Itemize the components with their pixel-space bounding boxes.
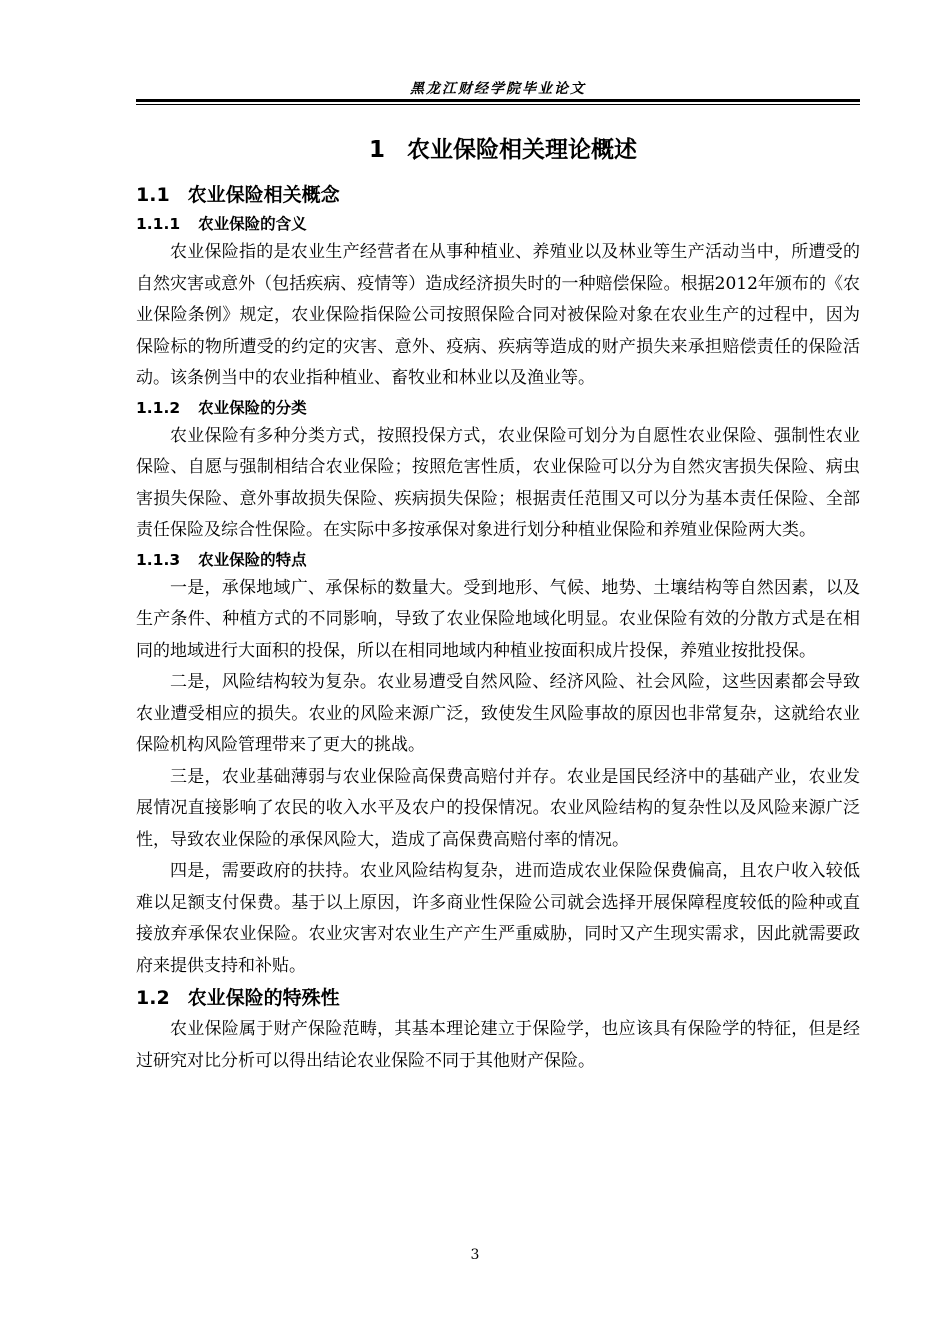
section-title: 农业保险相关概念 xyxy=(187,184,340,206)
page-number: 3 xyxy=(470,1247,480,1263)
paragraph: 二是，风险结构较为复杂。农业易遭受自然风险、经济风险、社会风险，这些因素都会导致农业遭受相应的损失。农业的风险来源广泛，致使发生风险事故的原因也非常复杂，这就给农业保险机构风险管理带来了更大的挑战。 xyxy=(136,672,860,755)
subsection-title: 农业保险的特点 xyxy=(198,550,307,569)
paragraph: 农业保险有多种分类方式，按照投保方式，农业保险可划分为自愿性农业保险、强制性农业保险、自愿与强制相结合农业保险；按照危害性质，农业保险可以分为自然灾害损失保险、病虫害损失保险、意外事故损失保险、疾病损失保险；根据责任范围又可以分为基本责任保险、全部责任保险及综合性保险。在实际中多按承保对象进行划分种植业保险和养殖业保险两大类。 xyxy=(136,425,860,540)
subsection-heading-1-1-1 xyxy=(136,211,860,237)
header-rule-thin xyxy=(136,104,860,105)
paragraph: 农业保险属于财产保险范畴，其基本理论建立于保险学，也应该具有保险学的特征，但是经过研究对比分析可以得出结论农业保险不同于其他财产保险。 xyxy=(136,1019,860,1071)
subsection-number: 1.1.3 xyxy=(136,550,181,569)
chapter-number: 1 xyxy=(368,137,385,163)
paragraph: 农业保险指的是农业生产经营者在从事种植业、养殖业以及林业等生产活动当中，所遭受的自然灾害或意外（包括疾病、疫情等）造成经济损失时的一种赔偿保险。根据2012年颁布的《农业保险条例》规定，农业保险指保险公司按照保险合同对被保险对象在农业生产的过程中，因为保险标的物所遭受的约定的灾害、意外、疫病、疾病等造成的财产损失来承担赔偿责任的保险活动。该条例当中的农业指种植业、畜牧业和林业以及渔业等。 xyxy=(136,242,860,388)
paragraph: 四是，需要政府的扶持。农业风险结构复杂，进而造成农业保险保费偏高，且农户收入较低难以足额支付保费。基于以上原因，许多商业性保险公司就会选择开展保障程度较低的险种或直接放弃承保农业保险。农业灾害对农业生产产生严重威胁，同时又产生现实需求，因此就需要政府来提供支持和补贴。 xyxy=(136,861,860,976)
section-heading-1-2 xyxy=(136,982,860,1014)
paragraph: 一是，承保地域广、承保标的数量大。受到地形、气候、地势、土壤结构等自然因素，以及生产条件、种植方式的不同影响，导致了农业保险地域化明显。农业保险有效的分散方式是在相同的地域进行大面积的投保，所以在相同地域内种植业按面积成片投保，养殖业按批投保。 xyxy=(136,577,860,661)
subsection-title: 农业保险的含义 xyxy=(198,215,307,233)
subsection-number: 1.1.1 xyxy=(136,215,181,233)
subsection-heading-1-1-2 xyxy=(136,395,860,421)
section-number: 1.1 xyxy=(136,184,170,206)
paragraph: 三是，农业基础薄弱与农业保险高保费高赔付并存。农业是国民经济中的基础产业，农业发展情况直接影响了农民的收入水平及农户的投保情况。农业风险结构的复杂性以及风险来源广泛性，导致农业保险的承保风险大，造成了高保费高赔付率的情况。 xyxy=(136,766,860,850)
subsection-title: 农业保险的分类 xyxy=(198,398,307,417)
subsection-number: 1.1.2 xyxy=(136,398,181,417)
page-content xyxy=(136,130,860,1077)
chapter-title-text: 农业保险相关理论概述 xyxy=(407,137,637,163)
running-header: 黑龙江财经学院毕业论文 xyxy=(410,81,586,97)
section-title: 农业保险的特殊性 xyxy=(187,987,340,1009)
section-number: 1.2 xyxy=(136,987,170,1009)
section-heading-1-1 xyxy=(136,179,860,211)
chapter-title xyxy=(136,130,860,170)
subsection-heading-1-1-3 xyxy=(136,547,860,573)
header-rule-thick xyxy=(136,99,860,102)
